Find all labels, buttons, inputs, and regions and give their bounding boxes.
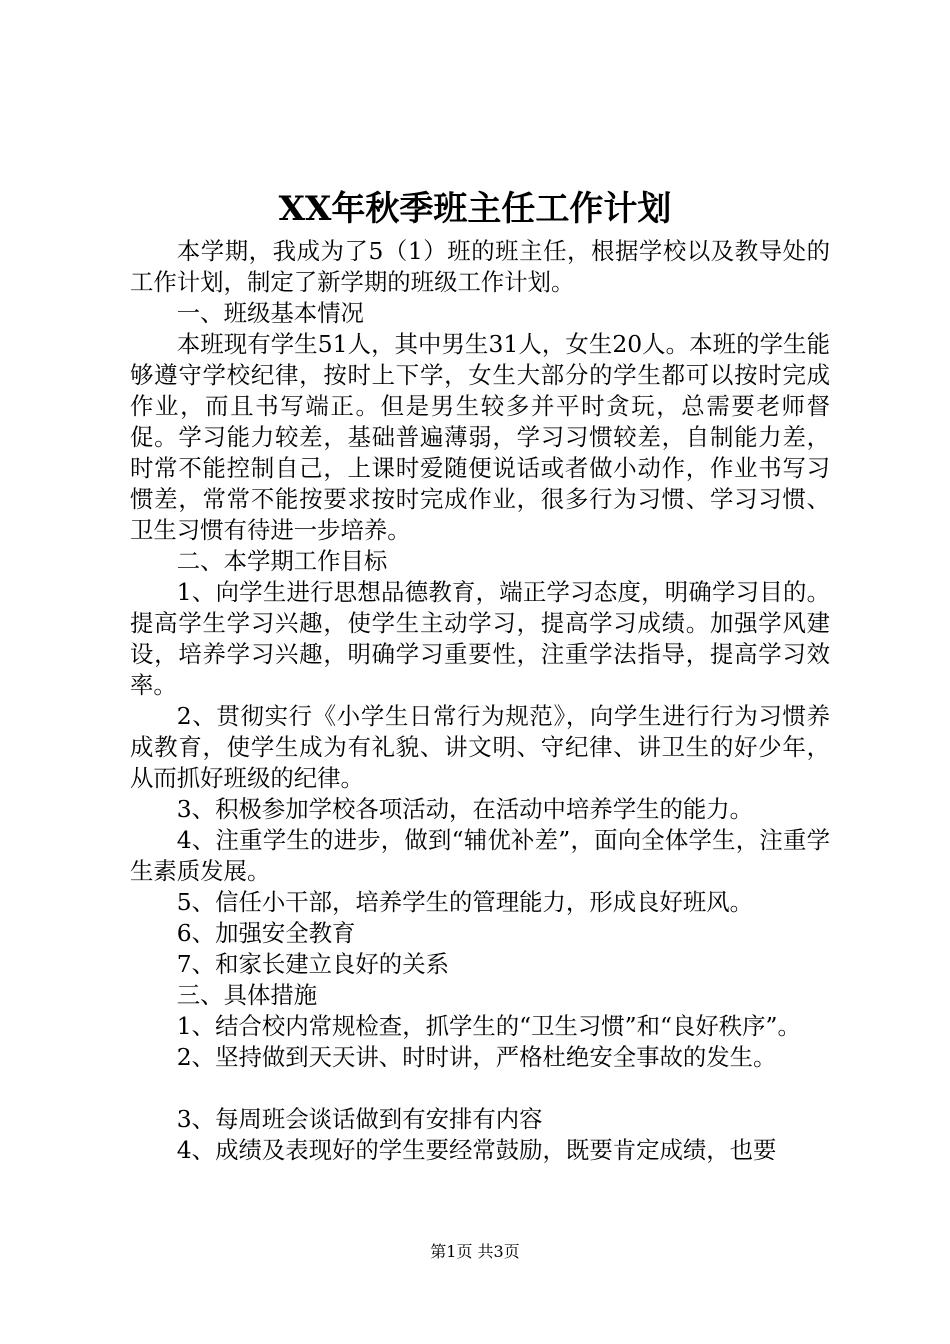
goal-item-7: 7、和家长建立良好的关系 [176,950,449,978]
heading-measures: 三、具体措施 [176,981,318,1009]
heading-goals: 二、本学期工作目标 [176,547,388,575]
measure-item-3: 3、每周班会谈话做到有安排有内容 [176,1105,543,1133]
measure-item-4: 4、成绩及表现好的学生要经常鼓励，既要肯定成绩，也要 [176,1136,777,1164]
paragraph-class-overview: 本班现有学生51人，其中男生31人，女生20人。本班的学生能够遵守学校纪律，按时上下学，女生大部分的学生都可以按时完成作业，而且书写端正。但是男生较多并平时贪玩，总需要老师督促。学习能力较差，基础普遍薄弱，学习习惯较差，自制能力差，时常不能控制自己，上课时爱随便说话或者做小动作，作业书写习惯差，常常不能按要求按时完成作业，很多行为习惯、学习习惯、卫生习惯有待进一步培养。 [130,330,830,544]
goal-item-2: 2、贯彻实行《小学生日常行为规范》，向学生进行行为习惯养成教育，使学生成为有礼貌、讲文明、守纪律、讲卫生的好少年，从而抓好班级的纪律。 [130,702,830,792]
document-title: XX年秋季班主任工作计划 [278,189,672,229]
goal-item-1: 1、向学生进行思想品德教育，端正学习态度，明确学习目的。提高学生学习兴趣，使学生主动学习，提高学习成绩。加强学风建设，培养学习兴趣，明确学习重要性，注重学法指导，提高学习效率。 [130,578,830,699]
goal-item-6: 6、加强安全教育 [176,919,356,947]
goal-item-3: 3、积极参加学校各项活动，在活动中培养学生的能力。 [176,795,754,823]
goal-item-5: 5、信任小干部，培养学生的管理能力，形成良好班风。 [176,888,754,916]
heading-class-overview: 一、班级基本情况 [176,299,364,327]
measure-item-2: 2、坚持做到天天讲、时时讲，严格杜绝安全事故的发生。 [176,1043,777,1071]
paragraph-intro: 本学期，我成为了5（1）班的班主任，根据学校以及教导处的工作计划，制定了新学期的班级工作计划。 [130,237,830,296]
page-number-footer: 第1页 共3页 [430,1242,520,1261]
goal-item-4: 4、注重学生的进步，做到“辅优补差”，面向全体学生，注重学生素质发展。 [130,826,830,885]
document-body [130,236,830,1166]
measure-item-1: 1、结合校内常规检查，抓学生的“卫生习惯”和“良好秩序”。 [176,1012,801,1040]
